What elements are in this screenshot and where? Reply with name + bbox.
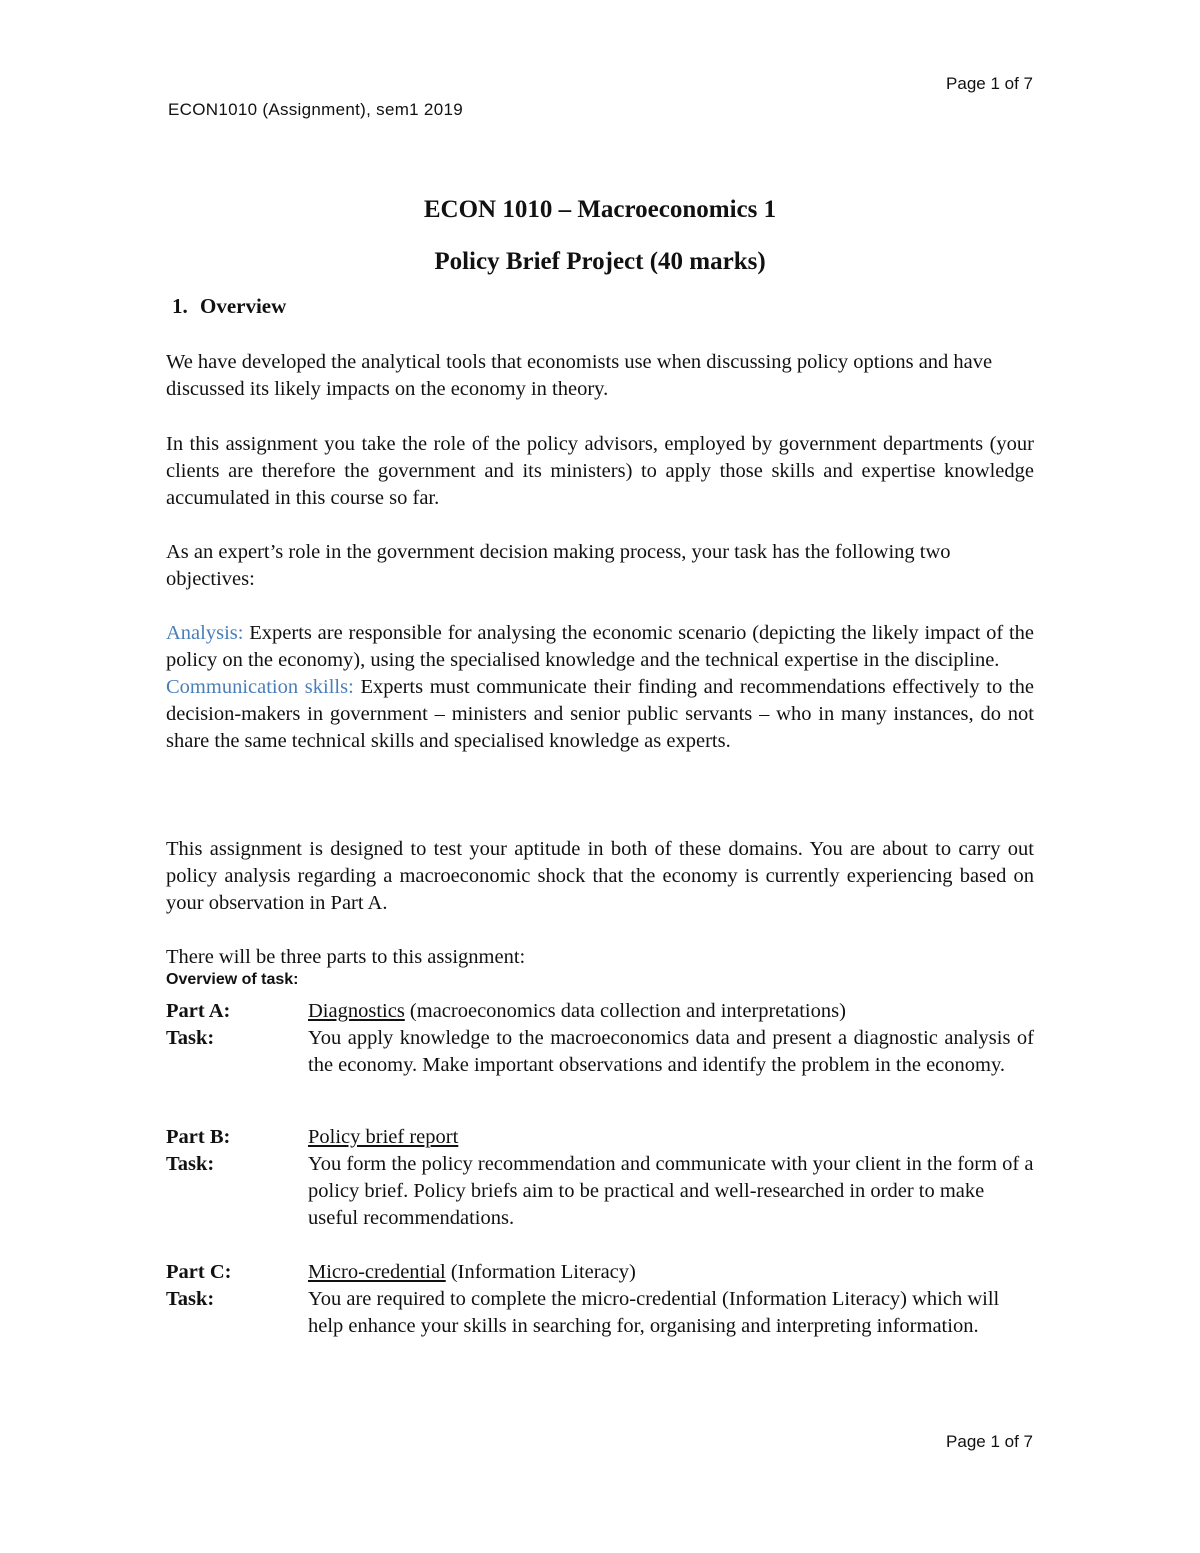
section-heading <box>172 294 287 319</box>
running-header: ECON1010 (Assignment), sem1 2019 <box>168 100 463 119</box>
part-a-task-text: You apply knowledge to the macroeconomics data and present a diagnostic analysis of the economy. Make important observations and identify the problem in the economy. <box>308 1027 1034 1076</box>
part-a-label: Part A: <box>166 1000 231 1022</box>
paragraph-objectives: As an expert’s role in the government decision making process, your task has the following two objectives: <box>166 541 951 590</box>
section-heading-text: Overview <box>200 294 287 318</box>
part-c-task-label: Task: <box>166 1288 215 1310</box>
paragraph-role: In this assignment you take the role of the policy advisors, employed by government departments (your clients are therefore the government and its ministers) to apply those skills and expertise knowledge accumulated in this course so far. <box>166 433 1034 509</box>
paragraph-parts-intro: There will be three parts to this assignment: <box>166 946 526 968</box>
page-number-top: Page 1 of 7 <box>946 74 1033 93</box>
part-c-label: Part C: <box>166 1261 232 1283</box>
objective-communication-text: Experts must communicate their finding and recommendations effectively to the decision-makers in government – ministers and senior public servants – who in many instances, do not share the same technical skills and specialised knowledge as experts. <box>166 676 1034 752</box>
part-b-block <box>166 1124 1034 1232</box>
overview-label: Overview of task: <box>166 971 299 988</box>
part-a-title: Diagnostics <box>308 1000 405 1022</box>
document-subtitle: Policy Brief Project (40 marks) <box>434 248 766 275</box>
part-c-block <box>166 1259 1034 1340</box>
part-b-title: Policy brief report <box>308 1126 459 1148</box>
part-c-task-text: You are required to complete the micro-credential (Information Literacy) which will help enhance your skills in searching for, organising and interpreting information. <box>308 1288 1000 1337</box>
part-c-subtitle: (Information Literacy) <box>445 1261 636 1283</box>
objective-analysis-text: Experts are responsible for analysing the economic scenario (depicting the likely impact of the policy on the economy), using the specialised knowledge and the technical expertise in the discipline. <box>166 622 1034 671</box>
page-number-bottom: Page 1 of 7 <box>946 1432 1033 1451</box>
objective-analysis-label: Analysis: <box>166 622 244 644</box>
objective-communication <box>166 674 1034 755</box>
part-a-task-label: Task: <box>166 1027 215 1049</box>
section-number: 1. <box>172 294 188 318</box>
paragraph-aptitude: This assignment is designed to test your aptitude in both of these domains. You are about to carry out policy analysis regarding a macroeconomic shock that the economy is currently experiencing based on your observation in Part A. <box>166 838 1034 914</box>
part-a-block <box>166 998 1034 1079</box>
objectives-block <box>166 620 1034 755</box>
paragraph-intro: We have developed the analytical tools that economists use when discussing policy options and have discussed its likely impacts on the economy in theory. <box>166 351 993 400</box>
objective-communication-label: Communication skills: <box>166 676 354 698</box>
part-b-task-text: You form the policy recommendation and communicate with your client in the form of a policy brief. Policy briefs aim to be practical and well-researched in order to make useful recommendations. <box>308 1153 1034 1229</box>
part-a-subtitle: (macroeconomics data collection and interpretations) <box>404 1000 846 1022</box>
part-c-title: Micro-credential <box>308 1261 446 1283</box>
part-b-label: Part B: <box>166 1126 231 1148</box>
objective-analysis <box>166 620 1034 674</box>
document-title: ECON 1010 – Macroeconomics 1 <box>423 196 777 223</box>
part-b-task-label: Task: <box>166 1153 215 1175</box>
